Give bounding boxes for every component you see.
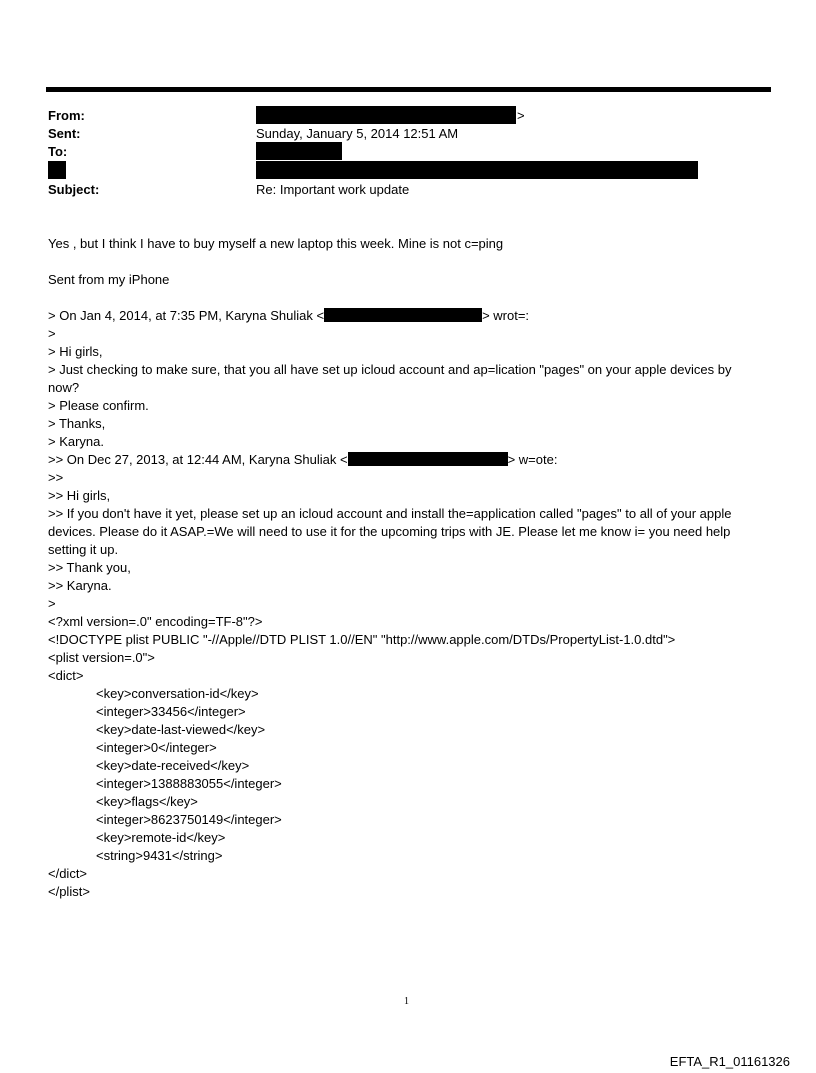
quote-line: > Thanks, [48,416,106,431]
plist-line: <plist version=.0"> [48,650,155,665]
redacted-email [348,452,508,466]
plist-line: <key>remote-id</key> [96,830,226,845]
quote-line: > [48,596,56,611]
redacted-from [256,106,516,124]
quote-line: >> [48,470,64,485]
quote-line: >> Hi girls, [48,488,111,503]
plist-line: <key>date-received</key> [96,758,250,773]
from-suffix: > [517,108,525,123]
quote-line: >> If you don't have it yet, please set up an icloud account and install the=application called "pages" to all of your apple [48,506,732,521]
quote-line: > [48,326,56,341]
plist-line: </dict> [48,866,88,881]
redacted-cc-label [48,161,66,179]
signature: Sent from my iPhone [48,272,170,287]
subject-value: Re: Important work update [256,182,410,197]
quote-line: devices. Please do it ASAP.=We will need to use it for the upcoming trips with JE. Please let me know i= you need help [48,524,731,539]
subject-label: Subject: [48,182,100,197]
from-label: From: [48,108,85,123]
quote-line: > On Jan 4, 2014, at 7:35 PM, Karyna Shuliak < > wrot=: [48,308,530,323]
quote-line: > Hi girls, [48,344,103,359]
quote-line: setting it up. [48,542,119,557]
to-label: To: [48,144,68,159]
sent-label: Sent: [48,126,81,141]
sent-value: Sunday, January 5, 2014 12:51 AM [256,126,459,141]
plist-line: <key>conversation-id</key> [96,686,259,701]
quote-line: > Karyna. [48,434,105,449]
header-rule [46,87,771,92]
quote-line: now? [48,380,80,395]
plist-line: <string>9431</string> [96,848,223,863]
page-number: 1 [404,996,409,1007]
quote-line: > Please confirm. [48,398,149,413]
plist-line: </plist> [48,884,90,899]
redacted-email [324,308,482,322]
plist-line: <dict> [48,668,84,683]
plist-line: <key>date-last-viewed</key> [96,722,266,737]
reply-text: Yes , but I think I have to buy myself a new laptop this week. Mine is not c=ping [48,236,504,251]
quote-line: >> On Dec 27, 2013, at 12:44 AM, Karyna Shuliak < > w=ote: [48,452,558,467]
plist-line: <?xml version=.0" encoding=TF-8"?> [48,614,263,629]
plist-line: <!DOCTYPE plist PUBLIC "-//Apple//DTD PLIST 1.0//EN" "http://www.apple.com/DTDs/PropertyList-1.0.dtd"> [48,632,676,647]
redacted-cc [256,161,698,179]
redacted-to [256,142,342,160]
plist-line: <key>flags</key> [96,794,198,809]
plist-line: <integer>1388883055</integer> [96,776,282,791]
quote-line: > Just checking to make sure, that you all have set up icloud account and ap=lication "pages" on your apple devices by [48,362,732,377]
quote-line: >> Karyna. [48,578,112,593]
quote-line: >> Thank you, [48,560,131,575]
document-id: EFTA_R1_01161326 [669,1054,790,1069]
plist-line: <integer>33456</integer> [96,704,246,719]
plist-line: <integer>0</integer> [96,740,217,755]
plist-line: <integer>8623750149</integer> [96,812,282,827]
